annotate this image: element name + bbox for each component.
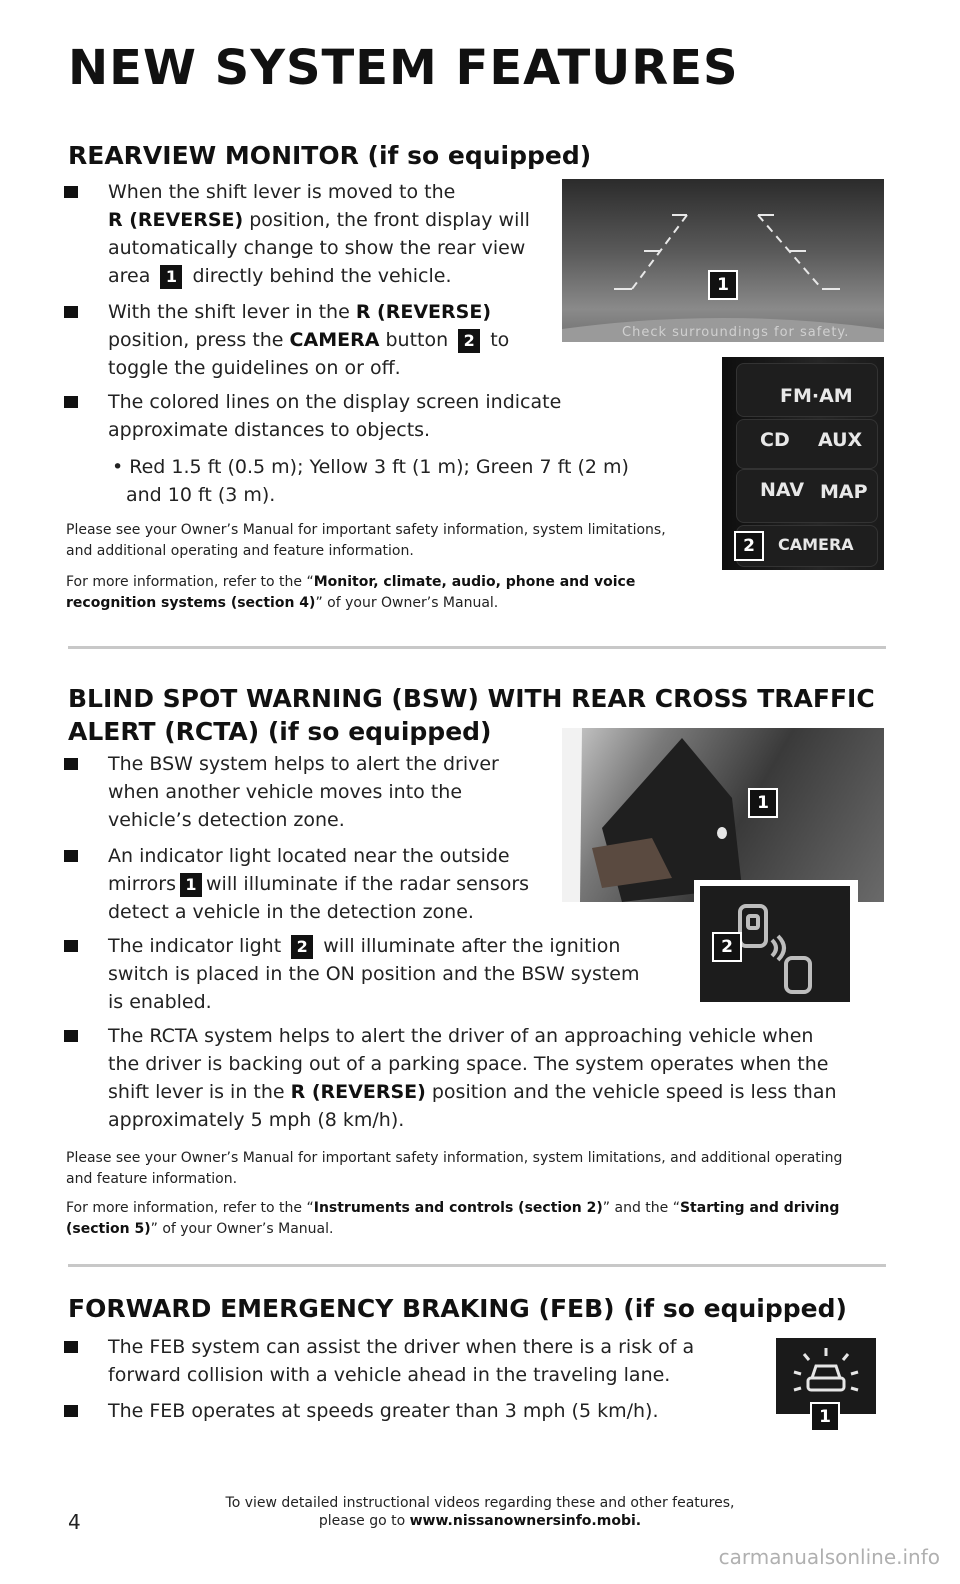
guideline-graphic — [562, 179, 884, 342]
sub-text: • Red 1.5 ft (0.5 m); Yellow 3 ft (1 m); Green 7 ft (2 m) — [112, 456, 629, 478]
rearview-safety-note: Please see your Owner’s Manual for important safety information, system limitations, and additional operating and feature information. — [66, 522, 666, 559]
callout-badge: 2 — [734, 531, 764, 561]
bullet-text: the driver is backing out of a parking space. The system operates when the — [108, 1053, 829, 1075]
title-line: ALERT (RCTA) (if so equipped) — [68, 717, 492, 746]
bullet-text: The RCTA system helps to alert the driver of an approaching vehicle when — [108, 1025, 814, 1047]
footer-line: To view detailed instructional videos regarding these and other features, — [225, 1495, 735, 1511]
note-text: ” and the “ — [602, 1200, 680, 1216]
cd-button-label: CD — [760, 429, 790, 451]
bullet-square-icon — [64, 1341, 78, 1353]
bold-text: Starting and driving (section 5) — [66, 1200, 840, 1237]
mirror-graphic — [562, 728, 884, 902]
rearview-reference-note — [66, 572, 666, 614]
callout-badge: 2 — [712, 932, 742, 962]
bold-text: CAMERA — [289, 329, 380, 351]
bullet-square-icon — [64, 186, 78, 198]
section-divider — [68, 646, 886, 649]
bullet-text: vehicle’s detection zone. — [108, 809, 345, 831]
nav-button-label: NAV — [760, 479, 805, 501]
bullet-text: position, the front display will — [243, 209, 530, 231]
distance-subbullet — [112, 453, 629, 509]
bullet-square-icon — [64, 758, 78, 770]
rearview-camera-image — [562, 179, 884, 342]
bullet-text: The FEB operates at speeds greater than 3 mph (5 km/h). — [108, 1400, 659, 1422]
bold-text: R (REVERSE) — [290, 1081, 426, 1103]
bullet-text: will illuminate after the ignition — [323, 935, 621, 957]
feb-bullet-2 — [108, 1397, 658, 1425]
bullet-square-icon — [64, 396, 78, 408]
bullet-text: position and the vehicle speed is less than — [425, 1081, 837, 1103]
bullet-text: An indicator light located near the outside — [108, 845, 510, 867]
bullet-text: area — [108, 265, 151, 287]
bsw-bullet-3 — [108, 932, 640, 1016]
rearview-bullet-1 — [108, 178, 530, 290]
fm-am-button-label: FM·AM — [780, 385, 853, 407]
page-number: 4 — [68, 1510, 81, 1534]
bullet-text: approximate distances to objects. — [108, 419, 431, 441]
note-text: For more information, refer to the “ — [66, 574, 314, 590]
feb-section-title: FORWARD EMERGENCY BRAKING (FEB) (if so equipped) — [68, 1294, 847, 1323]
bsw-bullet-2 — [108, 842, 529, 926]
audio-button-panel-image — [722, 357, 884, 570]
bullet-text: The FEB system can assist the driver when there is a risk of a — [108, 1336, 695, 1358]
bsw-bullet-4 — [108, 1022, 837, 1134]
sub-text: and 10 ft (3 m). — [126, 484, 276, 506]
bullet-square-icon — [64, 940, 78, 952]
bullet-text: When the shift lever is moved to the — [108, 181, 456, 203]
footer-line: please go to — [318, 1513, 410, 1529]
rearview-bullet-3 — [108, 388, 561, 444]
bullet-text: With the shift lever in the — [108, 301, 356, 323]
bullet-text: when another vehicle moves into the — [108, 781, 463, 803]
section-divider — [68, 1264, 886, 1267]
callout-badge: 1 — [708, 270, 738, 300]
bullet-text: The colored lines on the display screen indicate — [108, 391, 562, 413]
note-text: ” of your Owner’s Manual. — [315, 595, 499, 611]
rearview-section-title: REARVIEW MONITOR (if so equipped) — [68, 141, 592, 170]
bullet-text: to — [490, 329, 510, 351]
bold-text: Instruments and controls (section 2) — [313, 1200, 603, 1216]
feb-bullet-1 — [108, 1333, 694, 1389]
callout-badge: 1 — [748, 788, 778, 818]
bold-text: Monitor, climate, audio, phone and voice recognition systems (section 4) — [66, 574, 636, 611]
bullet-square-icon — [64, 1405, 78, 1417]
side-mirror-image — [562, 728, 884, 902]
bsw-indicator-image — [700, 886, 850, 1002]
bullet-text: automatically change to show the rear view — [108, 237, 526, 259]
aux-button-label: AUX — [818, 429, 863, 451]
note-text: ” of your Owner’s Manual. — [150, 1221, 334, 1237]
callout-badge: 2 — [291, 935, 313, 959]
bsw-bullet-1 — [108, 750, 499, 834]
callout-badge: 1 — [160, 265, 182, 289]
camera-caption: Check surroundings for safety. — [622, 325, 850, 340]
page-title: NEW SYSTEM FEATURES — [68, 40, 739, 96]
bullet-text: The indicator light — [108, 935, 282, 957]
bullet-text: switch is placed in the ON position and the BSW system — [108, 963, 640, 985]
title-line: BLIND SPOT WARNING (BSW) WITH REAR CROSS TRAFFIC — [68, 684, 875, 713]
bsw-reference-note — [66, 1198, 876, 1240]
map-button-label: MAP — [820, 481, 868, 503]
bullet-text: mirrors — [108, 873, 176, 895]
bsw-safety-note: Please see your Owner’s Manual for important safety information, system limitations, and additional operating and feature information. — [66, 1150, 843, 1187]
bullet-text: toggle the guidelines on or off. — [108, 357, 401, 379]
camera-button-label: CAMERA — [778, 535, 854, 554]
bullet-square-icon — [64, 850, 78, 862]
note-text: For more information, refer to the “ — [66, 1200, 314, 1216]
callout-badge: 1 — [180, 873, 202, 897]
bullet-text: shift lever is in the — [108, 1081, 291, 1103]
bullet-text: directly behind the vehicle. — [192, 265, 452, 287]
bullet-text: will illuminate if the radar sensors — [206, 873, 530, 895]
rearview-bullet-2 — [108, 298, 509, 382]
bullet-square-icon — [64, 1030, 78, 1042]
bullet-text: forward collision with a vehicle ahead in the traveling lane. — [108, 1364, 671, 1386]
bold-text: R (REVERSE) — [355, 301, 492, 323]
bold-text: R (REVERSE) — [108, 209, 244, 231]
bullet-text: is enabled. — [108, 991, 212, 1013]
bullet-square-icon — [64, 306, 78, 318]
callout-badge: 2 — [458, 329, 480, 353]
callout-badge: 1 — [810, 1402, 840, 1432]
bullet-text: detect a vehicle in the detection zone. — [108, 901, 474, 923]
bullet-text: button — [379, 329, 449, 351]
footer-text — [0, 1494, 960, 1530]
watermark: carmanualsonline.info — [718, 1545, 940, 1569]
bullet-text: position, press the — [108, 329, 290, 351]
bullet-text: approximately 5 mph (8 km/h). — [108, 1109, 405, 1131]
bullet-text: The BSW system helps to alert the driver — [108, 753, 499, 775]
website-link[interactable]: www.nissanownersinfo.mobi. — [409, 1513, 642, 1529]
